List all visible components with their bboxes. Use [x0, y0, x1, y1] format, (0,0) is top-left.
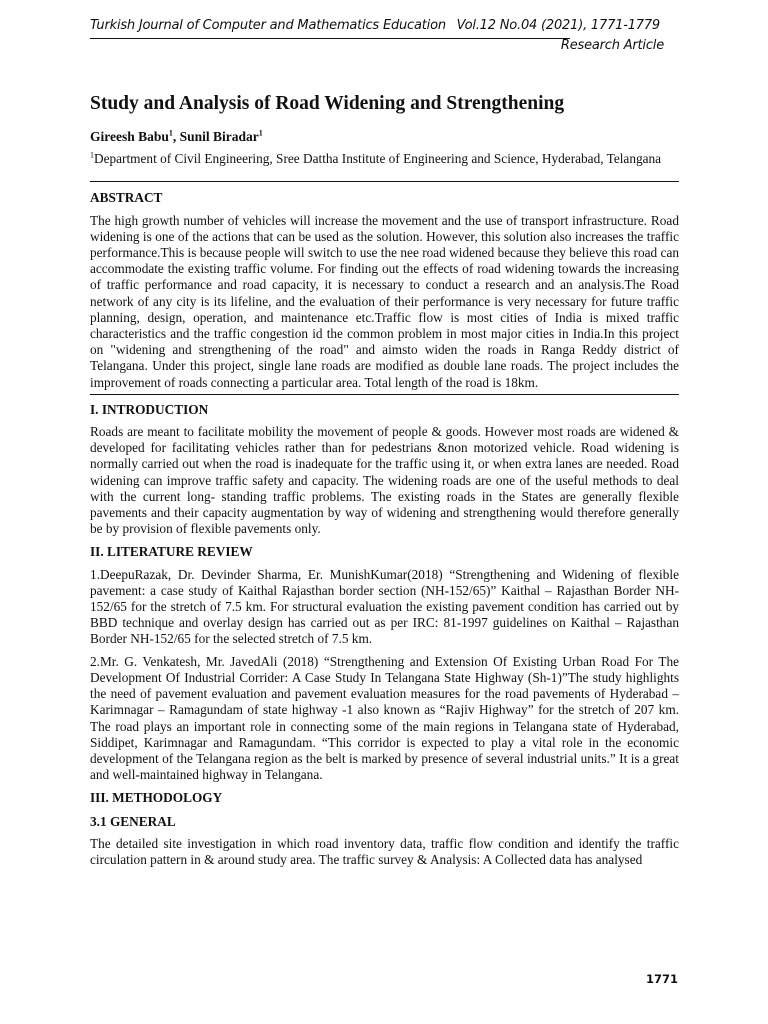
abstract-text: The high growth number of vehicles will increase the movement and the use of transport infrastructure. Road widening is one of the actions that can be used as the solution. However, this solution also increases the traffic performance.This is because people will switch to use the nee road widened because they believe this road can accommodate the existing traffic volume. For finding out the effects of road widening towards the increasing of traffic performance and road capacity, it is necessary to conduct a research and an analysis.The Road network of any city is its lifeline, and the evaluation of their performance is very necessary for future traffic planning, design, operation, and maintenance etc.Traffic flow is most cities of India is mixed traffic characteristics and the traffic congestion id the common problem in most major cities in India.In this project on "widening and strengthening of the road" and aimsto widen the roads in Ranga Reddy district of Telangana. Under this project, single lane roads are modified as double lane roads. The project includes the improvement of roads connecting a particular area. Total length of the road is 18km. — [90, 212, 679, 390]
journal-name: Turkish Journal of Computer and Mathematics Education — [90, 18, 446, 33]
affiliation — [90, 151, 679, 167]
volume-info: Vol.12 No.04 (2021), 1771-1779 — [456, 18, 660, 33]
introduction-text: Roads are meant to facilitate mobility the movement of people & goods. However most roads are widened & developed for facilitating vehicles rather than for pedestrians &non motorized vehicle. Road widening is normally carried out when the road is inadequate for the traffic using it, or when extra lanes are needed. Road widening can improve traffic safety and capacity. The widening roads are one of the useful methods to deal with the current long- standing traffic problems. The existing roads in the States are generally flexible pavements and their capacity augmentation by way of widening and strengthening would therefore generally be by provision of flexible pavements only. — [90, 424, 679, 537]
page-number: 1771 — [645, 972, 678, 986]
abstract-heading: ABSTRACT — [90, 190, 163, 206]
author-affil-mark: 1 — [258, 128, 263, 138]
methodology-heading: III. METHODOLOGY — [90, 790, 223, 806]
methodology-text: The detailed site investigation in which road inventory data, traffic flow condition and identify the traffic circulation pattern in & around study area. The traffic survey & Analysis: A Collected data has analysed — [90, 835, 679, 867]
literature-item: 1.DeepuRazak, Dr. Devinder Sharma, Er. MunishKumar(2018) “Strengthening and Widening of flexible pavement: a case study of Kaithal Rajasthan border section (NH-152/65)” Kaithal – Rajasthan Border NH-152/65 for the stretch of 7.5 km. For structural evaluation the existing pavement condition has carried out by BBD technique and overlay design has carried out as per IRC: 81-1997 guidelines on Kaithal – Rajasthan Border NH-152/65 for the selected stretch of 7.5 km. — [90, 566, 679, 647]
general-subheading: 3.1 GENERAL — [90, 813, 176, 829]
paper-title: Study and Analysis of Road Widening and Strengthening — [90, 93, 565, 114]
author-name: Gireesh Babu — [90, 129, 169, 144]
abstract-bottom-rule — [90, 394, 679, 395]
paper-body — [90, 92, 679, 874]
article-type: Research Article — [560, 38, 664, 53]
affiliation-text: Department of Civil Engineering, Sree Dattha Institute of Engineering and Science, Hyderabad, Telangana — [94, 151, 662, 167]
author-affil-mark: 1 — [168, 128, 173, 138]
abstract-top-rule — [90, 181, 679, 182]
introduction-heading: I. INTRODUCTION — [90, 401, 209, 417]
literature-heading: II. LITERATURE REVIEW — [90, 544, 253, 560]
literature-item: 2.Mr. G. Venkatesh, Mr. JavedAli (2018) “Strengthening and Extension Of Existing Urban Road For The Development Of Industrial Corrider: A Case Study In Telangana State Highway (Sh-1)”The study highlights the need of pavement evaluation and pavement evaluation measures for the road pavements of Hyderabad – Karimnagar – Ramagundam of state highway -1 also known as “Rajiv Highway” for the stretch of 207 km. The road plays an important role in connecting some of the main regions in Telangana state of Hyderabad, Siddipet, Karimnagar and Ramagundam. “This corridor is expected to play a vital role in the economic development of the Telangana region as the belt is marked by presence of several industrial units.” It is a great and well-maintained highway in Telangana. — [90, 653, 679, 783]
author-name: Sunil Biradar — [179, 129, 259, 144]
affiliation-mark: 1 — [90, 150, 94, 160]
header-rule — [90, 38, 570, 39]
author-list: Gireesh Babu$^1$, Sunil Biradar$^1$ — [90, 128, 263, 144]
